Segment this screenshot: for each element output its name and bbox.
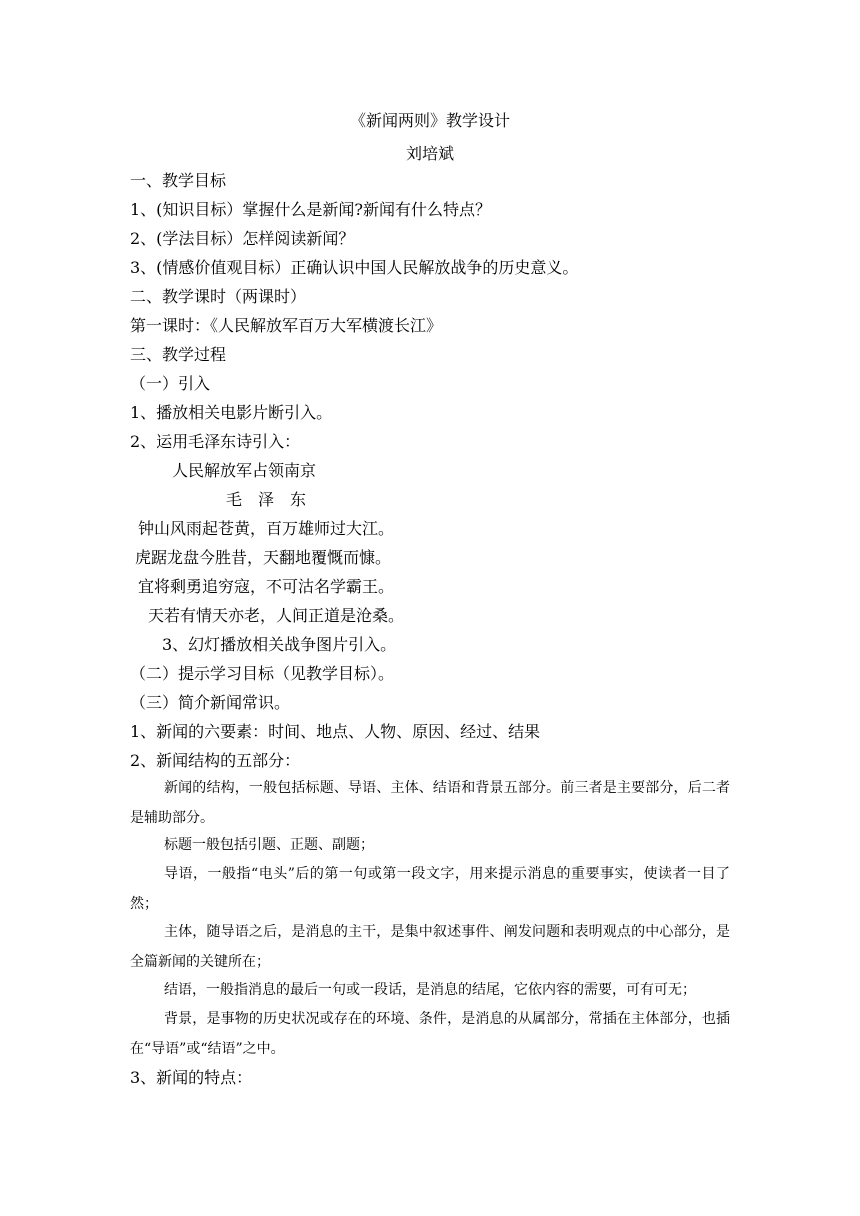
poem-title: 人民解放军占领南京 <box>172 461 317 480</box>
subsection-heading: （一）引入 <box>130 374 211 393</box>
poem-verse: 钟山风雨起苍黄，百万雄师过大江。 <box>138 519 395 538</box>
paragraph-background: 背景，是事物的历史状况或存在的环境、条件，是消息的从属部分，常插在主体部分，也插在“导语”或“结语”之中。 <box>130 1011 730 1057</box>
text-line: 3、新闻的特点： <box>130 1068 253 1087</box>
section-heading: 一、教学目标 <box>130 171 227 190</box>
text-line: 第一课时：《人民解放军百万大军横渡长江》 <box>130 316 443 335</box>
text-line: 3、(情感价值观目标）正确认识中国人民解放战争的历史意义。 <box>130 258 579 277</box>
text-line: 2、新闻结构的五部分： <box>130 751 301 770</box>
poem-verse: 天若有情天亦老，人间正道是沧桑。 <box>148 606 405 625</box>
text-line: 1、新闻的六要素：时间、地点、人物、原因、经过、结果 <box>130 722 541 741</box>
text-line: 1、(知识目标）掌握什么是新闻?新闻有什么特点？ <box>130 200 492 219</box>
paragraph-structure: 新闻的结构，一般包括标题、导语、主体、结语和背景五部分。前三者是主要部分，后二者是辅助部分。 <box>130 780 730 826</box>
paragraph-lead: 导语，一般指“电头”后的第一句或第一段文字，用来提示消息的重要事实，使读者一目了然； <box>130 866 730 912</box>
document-author: 刘培斌 <box>405 144 454 163</box>
text-line: 2、(学法目标）怎样阅读新闻？ <box>130 229 355 248</box>
text-line: 3、幻灯播放相关战争图片引入。 <box>162 635 397 654</box>
poem-author: 毛 泽 东 <box>226 490 307 509</box>
poem-verse: 虎踞龙盘今胜昔，天翻地覆慨而慷。 <box>135 548 392 567</box>
paragraph-conclusion: 结语，一般指消息的最后一句或一段话，是消息的结尾，它依内容的需要，可有可无； <box>164 982 696 998</box>
subsection-heading: （三）简介新闻常识。 <box>130 693 291 712</box>
poem-verse: 宜将剩勇追穷寇，不可沽名学霸王。 <box>138 577 395 596</box>
document-title: 《新闻两则》教学设计 <box>349 111 510 130</box>
text-line: 2、运用毛泽东诗引入： <box>130 432 301 451</box>
text-line: 1、播放相关电影片断引入。 <box>130 403 333 422</box>
paragraph-headline: 标题一般包括引题、正题、副题； <box>164 837 374 853</box>
section-heading: 三、教学过程 <box>130 345 227 364</box>
section-heading: 二、教学课时（两课时） <box>130 287 307 306</box>
paragraph-body: 主体，随导语之后，是消息的主干，是集中叙述事件、阐发问题和表明观点的中心部分，是全篇新闻的关键所在； <box>130 924 730 970</box>
subsection-heading: （二）提示学习目标（见教学目标）。 <box>130 664 395 683</box>
